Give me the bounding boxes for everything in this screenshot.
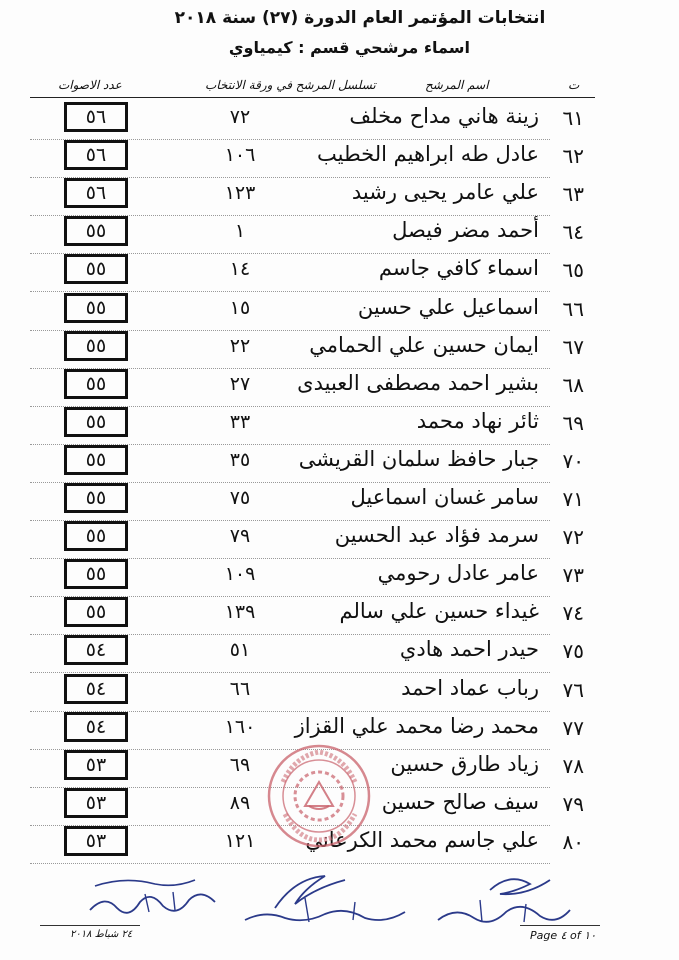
ballot-sequence: ٧٢ — [229, 106, 251, 128]
ballot-sequence: ١٢١ — [224, 829, 256, 852]
row-number: ٦١ — [562, 106, 584, 130]
candidate-name: علي عامر يحيى رشيد — [351, 180, 539, 205]
table-row — [0, 483, 679, 521]
row-number: ٦٥ — [562, 258, 584, 283]
row-number: ٦٧ — [562, 334, 584, 359]
row-number: ٧٦ — [562, 677, 584, 702]
signature-left-icon — [85, 872, 225, 922]
ballot-sequence: ١٣٩ — [224, 601, 256, 624]
ballot-sequence: ١٢٣ — [224, 182, 256, 205]
candidate-name: زياد طارق حسين — [390, 751, 539, 776]
row-number: ٧٠ — [562, 448, 584, 473]
table-row — [0, 331, 679, 369]
vote-count-box: ٥٤ — [64, 635, 128, 665]
row-number: ٦٢ — [562, 144, 584, 169]
ballot-sequence: ٢٢ — [229, 334, 251, 357]
table-header — [40, 78, 600, 96]
table-row — [0, 597, 679, 635]
ballot-sequence: ٣٥ — [229, 448, 251, 471]
table-row — [0, 635, 679, 673]
ballot-sequence: ٢٧ — [229, 372, 251, 395]
candidate-name: عامر عادل رحومي — [377, 561, 539, 586]
ballot-sequence: ١٤ — [229, 258, 251, 281]
ballot-sequence: ٦٩ — [229, 753, 251, 776]
ballot-sequence: ٥١ — [229, 639, 251, 662]
row-number: ٨٠ — [562, 829, 584, 854]
vote-count-box: ٥٣ — [64, 788, 128, 818]
vote-count-box: ٥٥ — [64, 521, 128, 551]
vote-count-box: ٥٣ — [64, 826, 128, 856]
candidate-name: حيدر احمد هادي — [399, 637, 539, 662]
row-separator — [30, 863, 550, 864]
vote-count-box: ٥٥ — [64, 559, 128, 589]
header-divider — [30, 97, 595, 98]
row-number: ٦٦ — [562, 296, 584, 321]
candidate-name: سيف صالح حسين — [381, 789, 539, 814]
footer-page-number: Page ٤ of ١٠ — [530, 929, 596, 942]
row-number: ٧٤ — [562, 601, 584, 626]
row-number: ٦٨ — [562, 372, 584, 397]
candidate-name: زينة هاني مداح مخلف — [349, 104, 539, 128]
document-subtitle: اسماء مرشحي قسم : كيمياوي — [228, 38, 470, 57]
candidate-name: بشير احمد مصطفى العبيدى — [297, 370, 539, 395]
candidate-name: جبار حافظ سلمان القريشى — [298, 446, 539, 471]
row-number: ٧١ — [562, 487, 584, 511]
vote-count-box: ٥٤ — [64, 674, 128, 704]
table-row — [0, 254, 679, 292]
table-row — [0, 674, 679, 712]
footer-rule-right — [520, 925, 600, 926]
candidate-name: رباب عماد احمد — [401, 675, 539, 700]
footer-date: ٢٤ شباط ٢٠١٨ — [70, 929, 133, 940]
candidate-name: سامر غسان اسماعيل — [350, 485, 539, 509]
ballot-sequence: ٧٥ — [229, 487, 251, 509]
ballot-sequence: ٦٦ — [229, 677, 251, 700]
vote-count-box: ٥٥ — [64, 216, 128, 246]
row-number: ٦٩ — [562, 410, 584, 435]
signature-middle-icon — [235, 868, 415, 928]
table-row — [0, 140, 679, 178]
table-row — [0, 445, 679, 483]
row-number: ٧٧ — [562, 715, 584, 740]
candidate-name: أحمد مضر فيصل — [392, 218, 539, 243]
table-row — [0, 102, 679, 140]
ballot-sequence: ١ — [234, 220, 246, 243]
vote-count-box: ٥٦ — [64, 102, 128, 132]
vote-count-box: ٥٥ — [64, 254, 128, 284]
vote-count-box: ٥٦ — [64, 178, 128, 208]
vote-count-box: ٥٥ — [64, 407, 128, 437]
table-row — [0, 216, 679, 254]
candidate-name: سرمد فؤاد عبد الحسين — [334, 523, 539, 548]
vote-count-box: ٥٥ — [64, 331, 128, 361]
vote-count-box: ٥٥ — [64, 445, 128, 475]
candidate-name: اسماعيل علي حسين — [357, 294, 539, 319]
table-row — [0, 559, 679, 597]
vote-count-box: ٥٤ — [64, 712, 128, 742]
document-title: انتخابات المؤتمر العام الدورة (٢٧) سنة ٢٠١٨ — [174, 8, 546, 28]
candidate-name: محمد رضا محمد علي القزاز — [294, 713, 539, 738]
ballot-sequence: ٨٩ — [229, 791, 251, 814]
ballot-sequence: ١٠٩ — [224, 563, 256, 586]
row-number: ٦٤ — [562, 220, 584, 245]
vote-count-box: ٥٦ — [64, 140, 128, 170]
row-number: ٦٣ — [562, 182, 584, 207]
official-seal-icon — [265, 742, 373, 850]
table-row — [0, 369, 679, 407]
footer-rule-left — [40, 925, 140, 926]
vote-count-box: ٥٥ — [64, 293, 128, 323]
candidate-name: علي جاسم محمد الكرعاني — [305, 827, 539, 852]
candidate-name: ايمان حسين علي الحمامي — [309, 332, 539, 357]
candidate-name: اسماء كافي جاسم — [378, 256, 539, 281]
candidate-name: ثائر نهاد محمد — [416, 408, 539, 433]
vote-count-box: ٥٥ — [64, 483, 128, 513]
row-number: ٧٨ — [562, 753, 584, 778]
vote-count-box: ٥٥ — [64, 369, 128, 399]
vote-count-box: ٥٥ — [64, 597, 128, 627]
column-header-votes: عدد الاصوات — [58, 78, 122, 92]
column-header-sequence: تسلسل المرشح في ورقة الانتخاب — [205, 78, 376, 92]
signature-right-icon — [430, 870, 580, 930]
row-number: ٧٢ — [562, 525, 584, 550]
column-header-number: ت — [568, 78, 580, 92]
ballot-sequence: ١٠٦ — [224, 144, 256, 167]
table-row — [0, 407, 679, 445]
row-number: ٧٥ — [562, 639, 584, 664]
row-number: ٧٣ — [562, 563, 584, 588]
table-row — [0, 293, 679, 331]
table-row — [0, 178, 679, 216]
candidate-name: عادل طه ابراهيم الخطيب — [317, 142, 539, 167]
ballot-sequence: ١٦٠ — [224, 715, 256, 738]
ballot-sequence: ١٥ — [229, 296, 251, 319]
ballot-sequence: ٣٣ — [229, 410, 251, 433]
column-header-name: اسم المرشح — [425, 78, 489, 92]
row-number: ٧٩ — [562, 791, 584, 816]
candidate-name: غيداء حسين علي سالم — [339, 599, 539, 624]
vote-count-box: ٥٣ — [64, 750, 128, 780]
ballot-sequence: ٧٩ — [229, 525, 251, 548]
table-row — [0, 521, 679, 559]
